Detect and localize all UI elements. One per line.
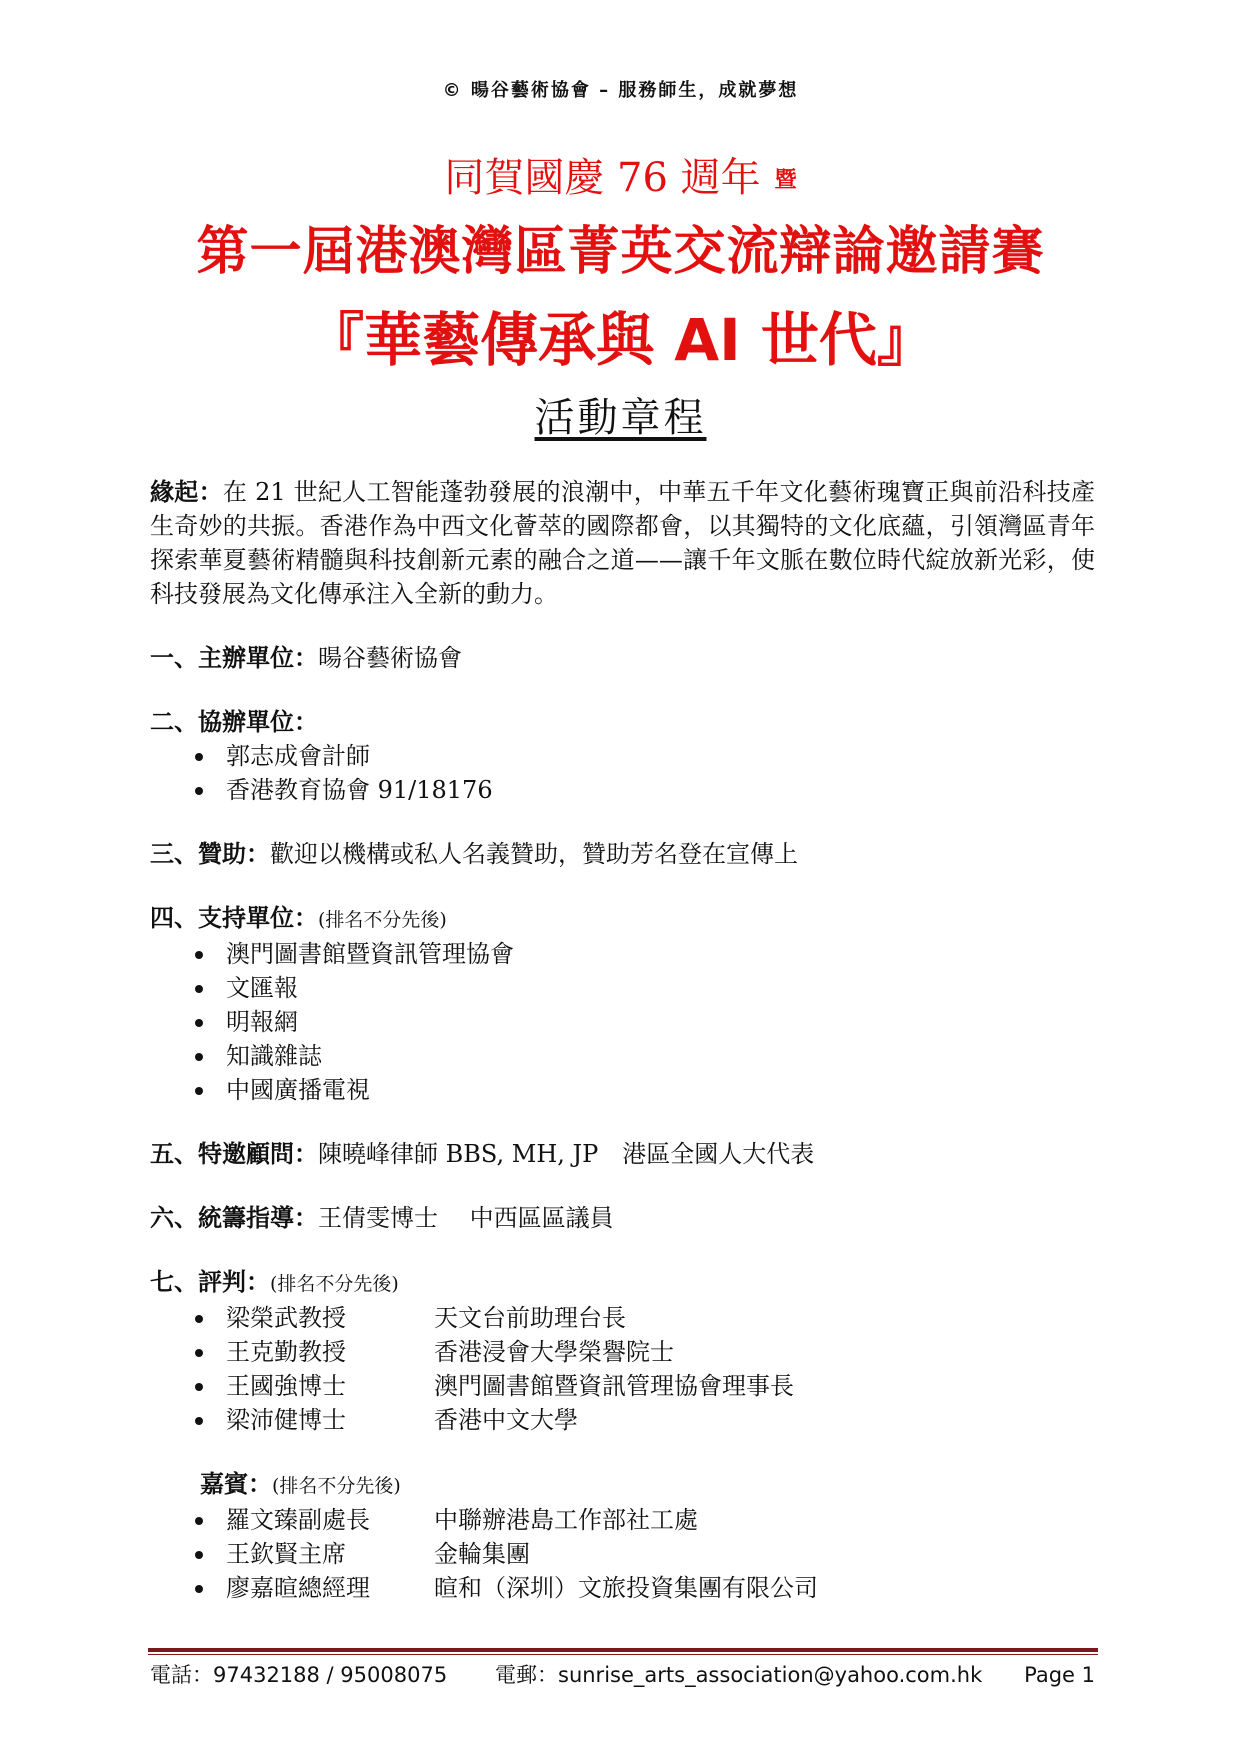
list-item	[150, 773, 1095, 807]
list-item	[150, 1571, 1095, 1605]
title-line-1	[0, 152, 1241, 206]
judge-list	[150, 1301, 1095, 1437]
list-item	[150, 937, 1095, 971]
section-supporters-label: 四、支持單位：	[150, 904, 318, 932]
section-judges-note: (排名不分先後)	[270, 1273, 399, 1295]
judge-role: 澳門圖書館暨資訊管理協會理事長	[434, 1372, 794, 1400]
section-guests-note: (排名不分先後)	[272, 1475, 401, 1497]
section-advisor	[150, 1137, 1095, 1171]
judge-name: 王克勤教授	[226, 1338, 346, 1366]
bullet-icon	[195, 787, 203, 795]
list-item-text: 文匯報	[226, 974, 298, 1002]
list-item	[150, 1403, 1095, 1437]
section-judges-label: 七、評判：	[150, 1268, 270, 1296]
bullet-icon	[195, 1517, 203, 1525]
guest-name: 王欽賢主席	[226, 1540, 346, 1568]
guest-role: 中聯辦港島工作部社工處	[434, 1506, 698, 1534]
section-advisor-value: 陳曉峰律師 BBS, MH, JP 港區全國人大代表	[318, 1140, 815, 1168]
section-advisor-label: 五、特邀顧問：	[150, 1140, 318, 1168]
bullet-icon	[195, 1053, 203, 1061]
section-co-organizers-label: 二、協辦單位：	[150, 708, 318, 736]
bullet-icon	[195, 985, 203, 993]
section-supporters	[150, 901, 1095, 1107]
list-item-text: 郭志成會計師	[226, 742, 370, 770]
title-line-1-text: 同賀國慶 76 週年	[444, 155, 761, 201]
footer-divider-thin	[148, 1654, 1098, 1655]
page-footer	[150, 1660, 1095, 1690]
bullet-icon	[195, 1585, 203, 1593]
list-item-text: 中國廣播電視	[226, 1076, 370, 1104]
document-body	[150, 475, 1095, 1635]
guest-name: 廖嘉暄總經理	[226, 1574, 370, 1602]
list-item-text: 香港教育協會 91/18176	[226, 776, 493, 804]
bullet-icon	[195, 1349, 203, 1357]
guest-name: 羅文臻副處長	[226, 1506, 370, 1534]
footer-page-number: Page 1	[1024, 1663, 1095, 1687]
list-item	[150, 971, 1095, 1005]
bullet-icon	[195, 753, 203, 761]
list-item	[150, 1039, 1095, 1073]
page-header: © 暘谷藝術協會 – 服務師生，成就夢想	[442, 80, 799, 101]
intro-text: 在 21 世紀人工智能蓬勃發展的浪潮中，中華五千年文化藝術瑰寶正與前沿科技產生奇妙的共振。香港作為中西文化薈萃的國際都會，以其獨特的文化底蘊，引領灣區青年探索華夏藝術精髓與科技創新元素的融合之道——讓千年文脈在數位時代綻放新光彩，使科技發展為文化傳承注入全新的動力。	[150, 478, 1096, 608]
section-supporters-note: (排名不分先後)	[318, 909, 447, 931]
bullet-icon	[195, 1315, 203, 1323]
supporter-list	[150, 937, 1095, 1107]
bullet-icon	[195, 1383, 203, 1391]
footer-phone: 電話：97432188 / 95008075	[150, 1663, 448, 1687]
title-line-2: 第一屆港澳灣區菁英交流辯論邀請賽	[196, 221, 1045, 282]
footer-divider-thick	[148, 1648, 1098, 1652]
section-sponsorship	[150, 837, 1095, 871]
guest-role: 金輪集團	[434, 1540, 530, 1568]
list-item	[150, 1335, 1095, 1369]
section-sponsorship-value: 歡迎以機構或私人名義贊助，贊助芳名登在宣傳上	[270, 840, 798, 868]
section-supporters-line	[150, 901, 1095, 937]
section-coordinator-line	[150, 1201, 1095, 1235]
title-line-1-suffix: 暨	[774, 167, 797, 193]
list-item	[150, 1073, 1095, 1107]
list-item	[150, 1503, 1095, 1537]
section-judges-line	[150, 1265, 1095, 1301]
section-sponsorship-label: 三、贊助：	[150, 840, 270, 868]
judge-role: 香港浸會大學榮譽院士	[434, 1338, 674, 1366]
list-item-text: 明報網	[226, 1008, 298, 1036]
judge-name: 梁沛健博士	[226, 1406, 346, 1434]
section-organizer-value: 暘谷藝術協會	[318, 644, 462, 672]
judge-name: 王國強博士	[226, 1372, 346, 1400]
title-line-3: 『華藝傳承與 AI 世代』	[306, 306, 935, 374]
list-item-text: 知識雜誌	[226, 1042, 322, 1070]
bullet-icon	[195, 1417, 203, 1425]
co-organizer-list	[150, 739, 1095, 807]
section-organizer-line	[150, 641, 1095, 675]
judge-role: 天文台前助理台長	[434, 1304, 626, 1332]
intro-label: 緣起：	[150, 478, 223, 506]
judge-role: 香港中文大學	[434, 1406, 578, 1434]
list-item	[150, 1537, 1095, 1571]
guest-list	[150, 1503, 1095, 1605]
document-heading-text: 活動章程	[534, 395, 707, 441]
section-guests-label: 嘉賓：	[200, 1470, 272, 1498]
section-organizer	[150, 641, 1095, 675]
section-coordinator-label: 六、統籌指導：	[150, 1204, 318, 1232]
section-advisor-line	[150, 1137, 1095, 1171]
judge-name: 梁榮武教授	[226, 1304, 346, 1332]
footer-email: 電郵：sunrise_arts_association@yahoo.com.hk	[495, 1663, 983, 1687]
list-item	[150, 1369, 1095, 1403]
list-item	[150, 1301, 1095, 1335]
document-heading	[0, 393, 1241, 443]
section-co-organizers-line	[150, 705, 1095, 739]
list-item	[150, 739, 1095, 773]
section-coordinator-value: 王倩雯博士 中西區區議員	[318, 1204, 614, 1232]
bullet-icon	[195, 951, 203, 959]
bullet-icon	[195, 1551, 203, 1559]
section-organizer-label: 一、主辦單位：	[150, 644, 318, 672]
guest-role: 暄和（深圳）文旅投資集團有限公司	[434, 1574, 818, 1602]
section-guests	[150, 1467, 1095, 1605]
section-co-organizers	[150, 705, 1095, 807]
section-judges	[150, 1265, 1095, 1437]
intro-paragraph	[150, 475, 1095, 611]
bullet-icon	[195, 1019, 203, 1027]
bullet-icon	[195, 1087, 203, 1095]
list-item	[150, 1005, 1095, 1039]
section-sponsorship-line	[150, 837, 1095, 871]
section-guests-line	[150, 1467, 1095, 1503]
list-item-text: 澳門圖書館暨資訊管理協會	[226, 940, 514, 968]
section-coordinator	[150, 1201, 1095, 1235]
